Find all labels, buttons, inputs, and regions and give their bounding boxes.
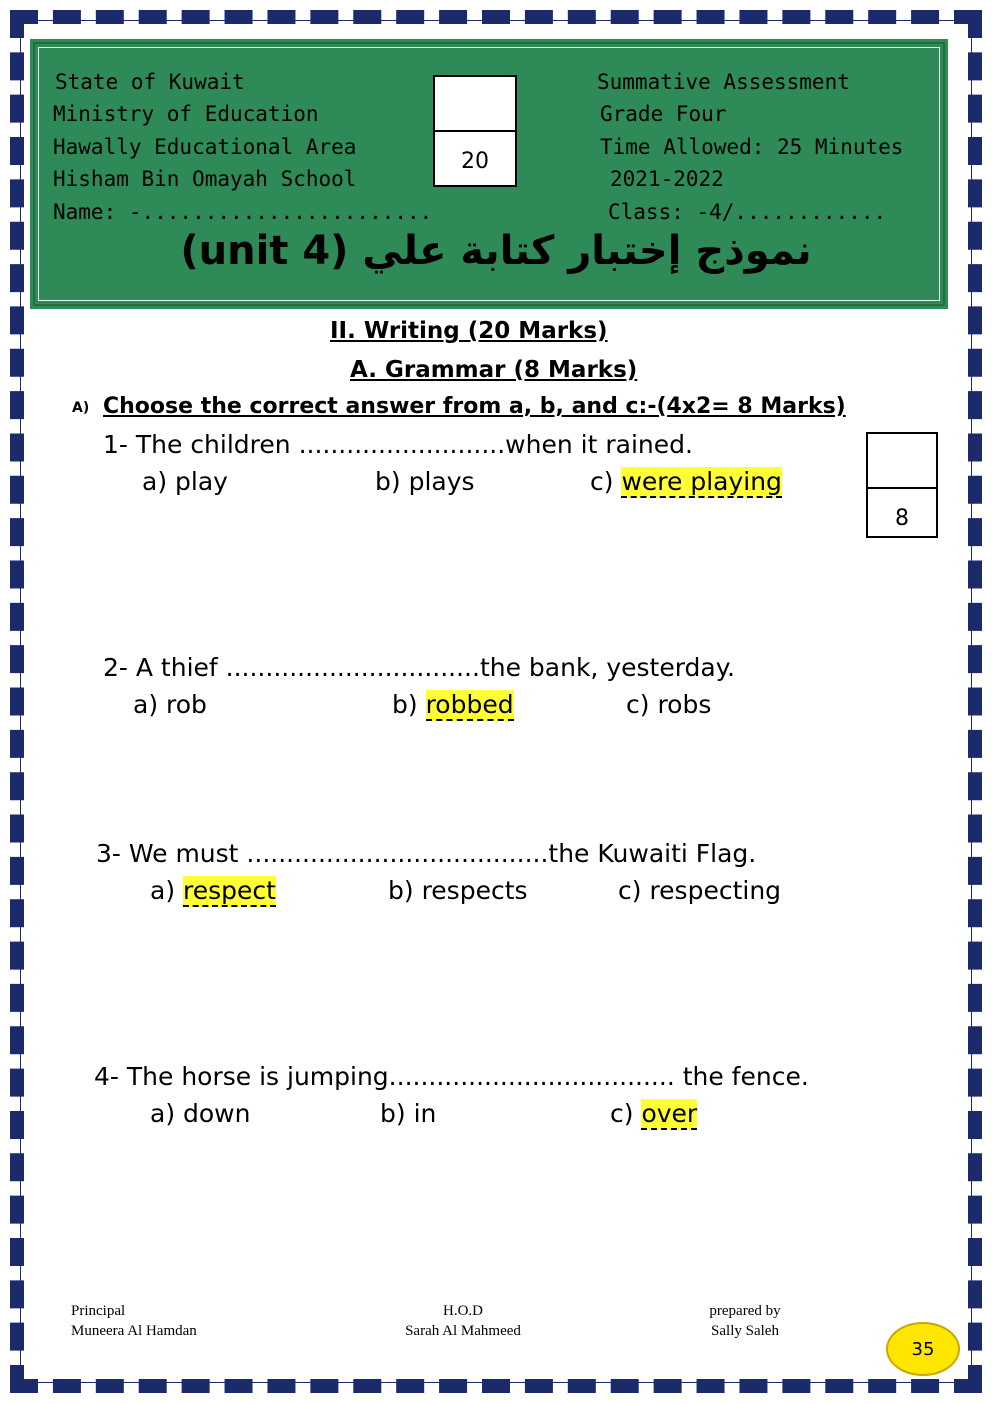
school-line: Hisham Bin Omayah School	[53, 167, 357, 191]
q3-option-a[interactable]: a) respect	[150, 876, 276, 905]
q2-option-a[interactable]: a) rob	[133, 690, 207, 719]
arabic-title: نموذج إختبار كتابة علي (unit 4)	[180, 228, 812, 274]
section-subtitle: A. Grammar (8 Marks)	[350, 357, 638, 383]
q2-option-c[interactable]: c) robs	[626, 690, 712, 719]
q2-option-b[interactable]: b) robbed	[392, 690, 514, 719]
q4-option-b[interactable]: b) in	[380, 1099, 437, 1128]
q4-option-a[interactable]: a) down	[150, 1099, 251, 1128]
q1-option-c[interactable]: c) were playing	[590, 467, 782, 496]
q3-option-c[interactable]: c) respecting	[618, 876, 782, 905]
q2-answer: robbed	[425, 690, 514, 719]
class-field[interactable]: Class: -4/............	[608, 200, 887, 224]
q1-option-a[interactable]: a) play	[142, 467, 228, 496]
grade-line: Grade Four	[600, 102, 727, 126]
page-number: 35	[911, 1338, 935, 1360]
q3-answer: respect	[183, 876, 276, 905]
question-3: 3- We must ......................................the Kuwaiti Flag.	[96, 839, 757, 868]
year-line: 2021-2022	[610, 167, 724, 191]
q4-answer: over	[641, 1099, 698, 1128]
ministry-line: Ministry of Education	[53, 102, 319, 126]
section-title: II. Writing (20 Marks)	[330, 318, 608, 344]
page-number-badge	[886, 1322, 960, 1376]
area-line: Hawally Educational Area	[53, 135, 357, 159]
section-score: 8	[895, 506, 909, 531]
q4-option-c[interactable]: c) over	[610, 1099, 698, 1128]
instruction-label: A)	[72, 400, 90, 416]
hod-signature: H.O.D Sarah Al Mahmeed	[405, 1303, 521, 1339]
q3-option-b[interactable]: b) respects	[388, 876, 528, 905]
state-line: State of Kuwait	[55, 70, 245, 94]
question-4: 4- The horse is jumping.................................... the fence.	[94, 1062, 809, 1091]
section-score-box	[866, 432, 938, 538]
instruction: Choose the correct answer from a, b, and c:-(4x2= 8 Marks)	[103, 394, 846, 419]
q1-option-b[interactable]: b) plays	[375, 467, 475, 496]
prepared-by: prepared by Sally Saleh	[709, 1303, 781, 1339]
question-2: 2- A thief ................................the bank, yesterday.	[103, 653, 735, 682]
time-line: Time Allowed: 25 Minutes	[600, 135, 904, 159]
assessment-line: Summative Assessment	[597, 70, 850, 94]
name-field[interactable]: Name: -.......................	[53, 200, 433, 224]
principal-signature: Principal Muneera Al Hamdan	[71, 1303, 197, 1339]
q1-answer: were playing	[621, 467, 782, 496]
total-score: 20	[461, 149, 489, 174]
question-1: 1- The children ..........................when it rained.	[103, 430, 693, 459]
total-score-box	[433, 75, 517, 187]
